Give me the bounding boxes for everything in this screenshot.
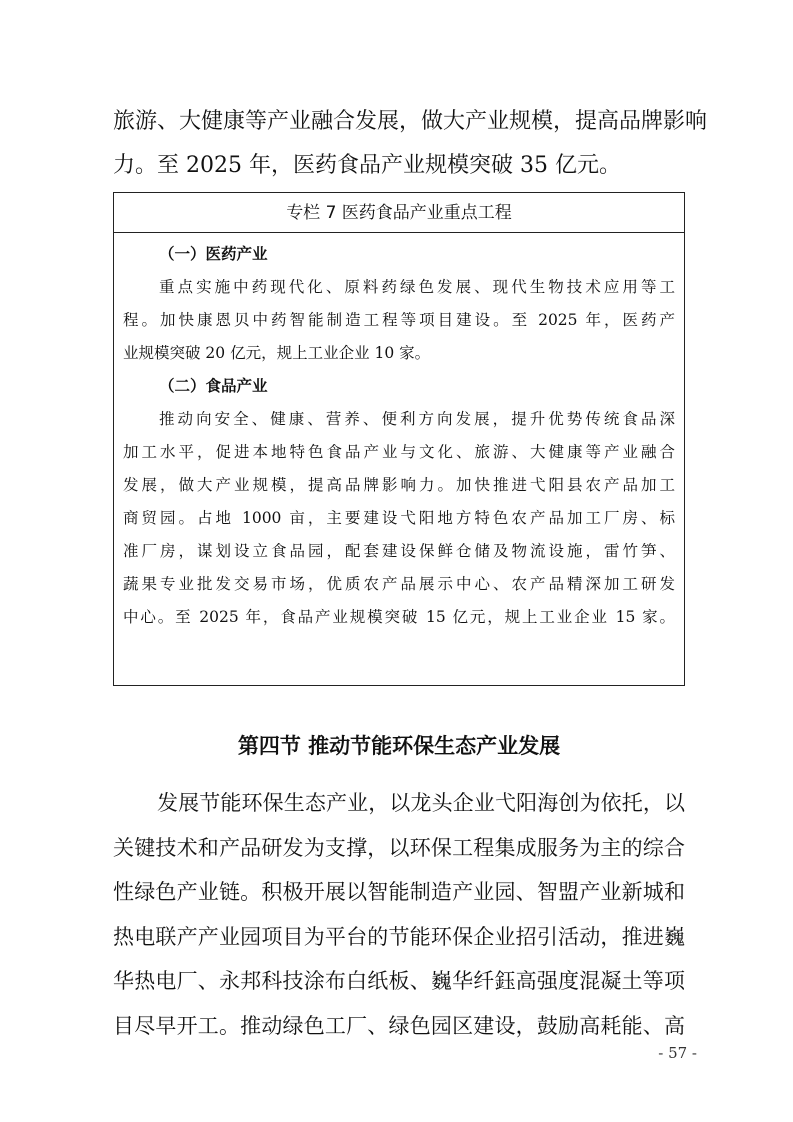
paragraph-line: 热电联产产业园项目为平台的节能环保企业招引活动，推进巍 xyxy=(113,924,685,949)
paragraph-line: 加工水平，促进本地特色食品产业与文化、旅游、大健康等产业融合 xyxy=(123,443,675,461)
page-number: - 57 - xyxy=(658,1044,697,1062)
subsection-paragraph-food xyxy=(123,403,675,634)
subsection-heading-medicine: （一）医药产业 xyxy=(159,245,268,263)
section-paragraph xyxy=(113,781,685,1048)
paragraph-line: 关键技术和产品研发为支撑，以环保工程集成服务为主的综合 xyxy=(113,835,685,860)
paragraph-line: 发展，做大产业规模，提高品牌影响力。加快推进弋阳县农产品加工 xyxy=(123,476,675,494)
paragraph-line: 蔬果专业批发交易市场，优质农产品展示中心、农产品精深加工研发 xyxy=(123,575,675,593)
feature-box xyxy=(113,192,685,686)
paragraph-line: 商贸园。占地 1000 亩，主要建设弋阳地方特色农产品加工厂房、标 xyxy=(123,509,675,527)
section-heading: 第四节 推动节能环保生态产业发展 xyxy=(237,734,561,758)
subsection-heading-food: （二）食品产业 xyxy=(159,377,268,395)
paragraph-line: 程。加快康恩贝中药智能制造工程等项目建设。至 2025 年，医药产 xyxy=(123,311,675,329)
intro-line: 旅游、大健康等产业融合发展，做大产业规模，提高品牌影响 xyxy=(113,109,708,134)
paragraph-line: 推动向安全、健康、营养、便利方向发展，提升优势传统食品深 xyxy=(159,410,675,428)
paragraph-line: 准厂房，谋划设立食品园，配套建设保鲜仓储及物流设施，雷竹笋、 xyxy=(123,542,675,560)
intro-line: 力。至 2025 年，医药食品产业规模突破 35 亿元。 xyxy=(113,153,621,178)
paragraph-line: 中心。至 2025 年，食品产业规模突破 15 亿元，规上工业企业 15 家。 xyxy=(123,608,675,626)
feature-box-body xyxy=(114,233,684,634)
paragraph-line: 目尽早开工。推动绿色工厂、绿色园区建设，鼓励高耗能、高 xyxy=(113,1013,685,1038)
paragraph-line: 业规模突破 20 亿元，规上工业企业 10 家。 xyxy=(123,344,431,362)
subsection-paragraph-medicine xyxy=(123,271,675,370)
paragraph-line: 发展节能环保生态产业，以龙头企业弋阳海创为依托，以 xyxy=(157,791,685,815)
paragraph-line: 重点实施中药现代化、原料药绿色发展、现代生物技术应用等工 xyxy=(159,278,675,296)
paragraph-line: 华热电厂、永邦科技涂布白纸板、巍华纤鈺高强度混凝土等项 xyxy=(113,969,685,993)
feature-box-title: 专栏 7 医药食品产业重点工程 xyxy=(114,193,684,233)
intro-paragraph xyxy=(113,100,708,188)
paragraph-line: 性绿色产业链。积极开展以智能制造产业园、智盟产业新城和 xyxy=(113,880,685,904)
